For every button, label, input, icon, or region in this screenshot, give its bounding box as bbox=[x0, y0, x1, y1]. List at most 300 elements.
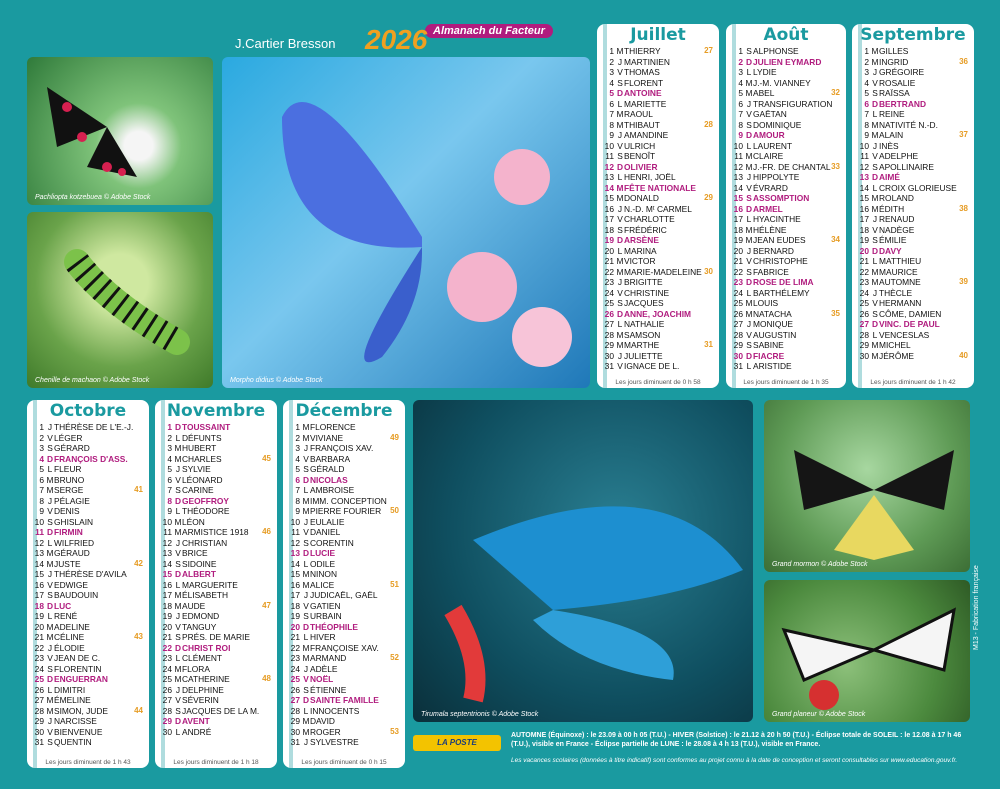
weekday-letter: L bbox=[175, 432, 181, 443]
weekday-letter: S bbox=[746, 46, 752, 56]
weekday-letter: M bbox=[616, 46, 624, 56]
weekday-letter: M bbox=[46, 485, 54, 495]
saint-name: BENOÎT bbox=[624, 151, 656, 161]
saint-name: BAUDOUIN bbox=[54, 590, 99, 600]
day-number: 8 bbox=[39, 495, 44, 506]
day-row bbox=[856, 109, 968, 120]
weekday-letter: M bbox=[302, 569, 310, 579]
weekday-letter: M bbox=[174, 674, 182, 684]
day-row bbox=[287, 632, 399, 643]
weekday-letter: M bbox=[745, 88, 753, 98]
day-number: 13 bbox=[162, 548, 172, 558]
day-row bbox=[730, 183, 840, 194]
day-row bbox=[159, 580, 271, 591]
weekday-letter: M bbox=[302, 716, 310, 726]
saint-name: BRIGITTE bbox=[624, 277, 663, 287]
saint-name: CARINE bbox=[182, 485, 214, 495]
saint-name: THÉRÈSE D'AVILA bbox=[54, 569, 127, 579]
saint-name: DOMINIQUE bbox=[753, 119, 802, 130]
day-number: 25 bbox=[859, 298, 869, 308]
day-row bbox=[601, 214, 713, 225]
saint-name: RAOUL bbox=[624, 109, 653, 119]
weekday-letter: J bbox=[47, 642, 53, 653]
weekday-letter: D bbox=[46, 527, 54, 537]
saint-name: JÉRÔME bbox=[879, 350, 914, 361]
day-row bbox=[287, 622, 399, 633]
day-number: 23 bbox=[604, 277, 614, 287]
day-row bbox=[730, 340, 840, 351]
day-row bbox=[856, 46, 968, 57]
saint-name: MATTHIEU bbox=[879, 256, 922, 266]
day-number: 15 bbox=[290, 569, 300, 579]
saint-name: PÉLAGIE bbox=[54, 495, 90, 506]
day-number: 13 bbox=[733, 172, 743, 182]
day-number: 27 bbox=[162, 695, 172, 705]
laposte-text: LA POSTE bbox=[437, 738, 477, 747]
weekday-letter: J bbox=[175, 464, 181, 474]
day-row bbox=[730, 99, 840, 110]
weekday-letter: M bbox=[174, 663, 182, 674]
day-row bbox=[159, 643, 271, 654]
saint-name: ARMAND bbox=[310, 653, 347, 663]
day-row bbox=[856, 78, 968, 89]
day-row bbox=[31, 475, 143, 486]
day-number: 10 bbox=[733, 140, 743, 151]
day-row bbox=[159, 422, 271, 433]
weekday-letter: D bbox=[174, 495, 182, 506]
day-row bbox=[287, 454, 399, 465]
saint-name: JULIEN EYMARD bbox=[753, 56, 822, 67]
saint-name: FRANÇOIS XAV. bbox=[310, 443, 374, 453]
day-row bbox=[31, 716, 143, 727]
weekday-letter: V bbox=[47, 432, 53, 443]
saint-name: NATIVITÉ N.-D. bbox=[879, 119, 938, 130]
saint-name: JACQUES DE LA M. bbox=[182, 705, 260, 716]
week-number: 33 bbox=[831, 161, 840, 171]
saint-name: DIMITRI bbox=[54, 684, 86, 695]
day-number: 1 bbox=[295, 422, 300, 432]
day-number: 20 bbox=[859, 245, 869, 256]
saint-name: GILLES bbox=[879, 46, 909, 56]
photo-morpho bbox=[222, 57, 590, 388]
day-number: 22 bbox=[290, 642, 300, 653]
weekday-letter: J bbox=[872, 67, 878, 77]
day-row bbox=[856, 120, 968, 131]
weekday-letter: D bbox=[616, 161, 624, 172]
saint-name: RAÏSSA bbox=[879, 88, 910, 98]
month-title: Juillet bbox=[630, 25, 686, 45]
day-number: 17 bbox=[162, 590, 172, 600]
day-number: 11 bbox=[605, 151, 614, 161]
day-number: 10 bbox=[604, 140, 614, 151]
weekday-letter: S bbox=[303, 611, 309, 621]
weekday-letter: M bbox=[46, 632, 54, 642]
day-row bbox=[31, 485, 143, 496]
weekday-letter: M bbox=[46, 705, 54, 716]
weekday-letter: M bbox=[871, 193, 879, 203]
day-row bbox=[31, 695, 143, 706]
day-number: 3 bbox=[295, 443, 300, 453]
day-list bbox=[27, 422, 149, 748]
saint-name: MARIETTE bbox=[624, 98, 667, 109]
day-row bbox=[31, 706, 143, 717]
saint-name: GÉRALD bbox=[310, 464, 345, 474]
weekday-letter: S bbox=[746, 119, 752, 130]
saint-name: INGRID bbox=[879, 56, 909, 67]
day-number: 19 bbox=[859, 235, 869, 245]
saint-name: BERNARD bbox=[753, 245, 794, 256]
weekday-letter: L bbox=[175, 506, 181, 516]
day-row bbox=[601, 277, 713, 288]
day-number: 29 bbox=[733, 340, 743, 350]
weekday-letter: V bbox=[746, 329, 752, 340]
saint-name: ROSE DE LIMA bbox=[753, 277, 814, 287]
day-row bbox=[159, 517, 271, 528]
saint-name: ODILE bbox=[310, 558, 336, 569]
day-row bbox=[730, 130, 840, 141]
day-number: 22 bbox=[604, 266, 614, 277]
butterfly-icon bbox=[764, 580, 970, 722]
saint-name: SYLVIE bbox=[182, 464, 211, 474]
weekday-letter: S bbox=[872, 161, 878, 172]
day-row bbox=[287, 727, 399, 738]
day-row bbox=[601, 267, 713, 278]
school-holiday-note: Les vacances scolaires (données à titre indicatif) sont conformes au projet connu à la date de conception et seront consultables sur www.education.gouv.fr. bbox=[511, 757, 958, 764]
day-number: 6 bbox=[295, 474, 300, 485]
day-row bbox=[856, 340, 968, 351]
day-row bbox=[730, 109, 840, 120]
day-number: 1 bbox=[864, 46, 869, 56]
week-number: 50 bbox=[390, 506, 399, 515]
saint-name: FLORENCE bbox=[310, 422, 356, 432]
weekday-letter: L bbox=[872, 256, 878, 266]
saint-name: FLEUR bbox=[54, 464, 82, 474]
day-row bbox=[287, 506, 399, 517]
weekday-letter: L bbox=[872, 329, 878, 340]
weekday-letter: L bbox=[872, 109, 878, 119]
weekday-letter: S bbox=[175, 558, 181, 569]
week-number: 51 bbox=[390, 579, 399, 589]
day-row bbox=[287, 737, 399, 748]
day-row bbox=[601, 361, 713, 372]
day-number: 10 bbox=[859, 140, 869, 151]
weekday-letter: L bbox=[746, 361, 752, 371]
saint-name: J.-FR. DE CHANTAL bbox=[753, 161, 831, 172]
day-number: 31 bbox=[290, 737, 300, 747]
day-number: 12 bbox=[34, 537, 44, 548]
weekday-letter: L bbox=[617, 98, 623, 109]
day-row bbox=[601, 88, 713, 99]
day-row bbox=[287, 580, 399, 591]
weekday-letter: S bbox=[175, 632, 181, 642]
day-number: 23 bbox=[859, 277, 869, 287]
weekday-letter: M bbox=[302, 422, 310, 432]
saint-name: CHRIST ROI bbox=[182, 642, 231, 653]
day-row bbox=[601, 330, 713, 341]
weekday-letter: L bbox=[175, 653, 181, 663]
saint-name: FLORA bbox=[182, 663, 210, 674]
day-number: 10 bbox=[162, 516, 172, 527]
saint-name: JUSTE bbox=[54, 558, 81, 569]
day-number: 20 bbox=[34, 621, 44, 632]
saint-name: BIENVENUE bbox=[54, 726, 103, 737]
day-number: 9 bbox=[738, 130, 743, 140]
day-row bbox=[159, 443, 271, 454]
day-number: 28 bbox=[859, 329, 869, 340]
saint-name: HYACINTHE bbox=[753, 214, 801, 224]
day-row bbox=[730, 120, 840, 131]
weekday-letter: D bbox=[871, 172, 879, 182]
photo-tirumala bbox=[413, 400, 753, 722]
day-row bbox=[856, 57, 968, 68]
week-number: 28 bbox=[704, 119, 713, 129]
saint-name: GÉRAUD bbox=[54, 548, 90, 558]
weekday-letter: L bbox=[47, 537, 53, 548]
weekday-letter: J bbox=[617, 203, 623, 214]
day-row bbox=[287, 611, 399, 622]
weekday-letter: J bbox=[746, 319, 752, 329]
weekday-letter: S bbox=[47, 737, 53, 747]
saint-name: FLORENTIN bbox=[54, 663, 102, 674]
day-number: 6 bbox=[738, 98, 743, 109]
day-row bbox=[856, 351, 968, 362]
week-number: 36 bbox=[959, 56, 968, 66]
day-row bbox=[730, 46, 840, 57]
day-row bbox=[287, 538, 399, 549]
day-row bbox=[31, 506, 143, 517]
day-row bbox=[601, 225, 713, 236]
photo-caption: Pachliopta kotzebuea © Adobe Stock bbox=[35, 194, 151, 201]
weekday-letter: V bbox=[746, 256, 752, 266]
saint-name: ARMISTICE 1918 bbox=[182, 527, 249, 537]
day-row bbox=[730, 256, 840, 267]
weekday-letter: M bbox=[174, 527, 182, 537]
day-row bbox=[730, 277, 840, 288]
saint-name: ADÈLE bbox=[310, 663, 338, 674]
weekday-letter: D bbox=[46, 453, 54, 464]
day-row bbox=[31, 580, 143, 591]
saint-name: ÉLISABETH bbox=[182, 590, 229, 600]
weekday-letter: D bbox=[745, 56, 753, 67]
day-length-note: Les jours diminuent de 1 h 35 bbox=[743, 379, 829, 386]
day-number: 24 bbox=[604, 287, 614, 298]
day-number: 21 bbox=[859, 256, 869, 266]
day-length-note: Les jours diminuent de 1 h 43 bbox=[45, 759, 131, 766]
day-number: 16 bbox=[162, 579, 172, 590]
saint-name: ARISTIDE bbox=[753, 361, 792, 371]
saint-name: THÉODORE bbox=[182, 506, 230, 516]
saint-name: MARTHE bbox=[624, 340, 660, 350]
weekday-letter: D bbox=[745, 130, 753, 140]
day-number: 1 bbox=[39, 422, 44, 432]
butterfly-icon bbox=[27, 57, 213, 205]
saint-name: THÈCLE bbox=[879, 287, 913, 298]
day-number: 26 bbox=[290, 684, 300, 695]
day-number: 3 bbox=[609, 67, 614, 77]
saint-name: HERMANN bbox=[879, 298, 922, 308]
weekday-letter: J bbox=[617, 277, 623, 287]
month-decembre bbox=[283, 400, 405, 768]
butterfly-icon bbox=[413, 400, 753, 722]
day-row bbox=[601, 235, 713, 246]
weekday-letter: J bbox=[746, 98, 752, 109]
day-number: 24 bbox=[733, 287, 743, 298]
saint-name: EDWIGE bbox=[54, 579, 88, 590]
weekday-letter: V bbox=[617, 361, 623, 371]
week-number: 48 bbox=[262, 674, 271, 683]
saint-name: BARBARA bbox=[310, 453, 351, 464]
weekday-letter: J bbox=[746, 245, 752, 256]
day-row bbox=[31, 685, 143, 696]
weekday-letter: V bbox=[617, 214, 623, 224]
saint-name: ULRICH bbox=[624, 140, 656, 151]
saint-name: CORENTIN bbox=[310, 537, 354, 548]
day-number: 20 bbox=[290, 621, 300, 632]
day-row bbox=[31, 653, 143, 664]
weekday-letter: M bbox=[302, 506, 310, 516]
week-number: 31 bbox=[704, 340, 713, 349]
brand-name: J.Cartier Bresson bbox=[235, 36, 336, 51]
day-row bbox=[601, 246, 713, 257]
saint-name: AIMÉ bbox=[879, 172, 900, 182]
day-list bbox=[155, 422, 277, 737]
month-aout bbox=[726, 24, 846, 388]
day-number: 17 bbox=[34, 590, 44, 600]
saint-name: LUCIE bbox=[310, 548, 336, 558]
day-row bbox=[287, 643, 399, 654]
day-row bbox=[601, 67, 713, 78]
saint-name: NATHALIE bbox=[624, 319, 665, 329]
day-row bbox=[856, 298, 968, 309]
day-number: 17 bbox=[290, 590, 300, 600]
day-row bbox=[159, 485, 271, 496]
weekday-letter: M bbox=[302, 726, 310, 737]
day-row bbox=[856, 88, 968, 99]
day-number: 13 bbox=[859, 172, 869, 182]
weekday-letter: M bbox=[302, 432, 310, 443]
day-row bbox=[287, 716, 399, 727]
day-row bbox=[730, 88, 840, 99]
day-number: 27 bbox=[604, 319, 614, 329]
day-list bbox=[852, 46, 974, 361]
day-row bbox=[730, 57, 840, 68]
day-row bbox=[730, 235, 840, 246]
weekday-letter: M bbox=[871, 266, 879, 277]
saint-name: MARINA bbox=[624, 245, 657, 256]
saint-name: NICOLAS bbox=[310, 474, 348, 485]
saint-name: ANDRÉ bbox=[182, 726, 212, 737]
day-row bbox=[730, 319, 840, 330]
day-row bbox=[601, 130, 713, 141]
saint-name: HIPPOLYTE bbox=[753, 172, 800, 182]
day-row bbox=[856, 130, 968, 141]
day-number: 16 bbox=[34, 579, 44, 590]
saint-name: AUTOMNE bbox=[879, 277, 921, 287]
day-number: 23 bbox=[162, 653, 172, 663]
saint-name: CÔME, DAMIEN bbox=[879, 308, 942, 319]
day-number: 29 bbox=[859, 340, 869, 350]
day-row bbox=[856, 193, 968, 204]
weekday-letter: J bbox=[175, 684, 181, 695]
saint-name: ANNE, JOACHIM bbox=[624, 308, 692, 319]
saint-name: CLAIRE bbox=[753, 151, 784, 161]
weekday-letter: J bbox=[617, 130, 623, 140]
saint-name: MARTINIEN bbox=[624, 56, 670, 67]
saint-name: NARCISSE bbox=[54, 716, 97, 726]
day-number: 31 bbox=[733, 361, 743, 371]
day-number: 18 bbox=[162, 600, 172, 611]
day-row bbox=[730, 246, 840, 257]
day-number: 16 bbox=[733, 203, 743, 214]
saint-name: MONIQUE bbox=[753, 319, 794, 329]
day-row bbox=[856, 162, 968, 173]
day-number: 11 bbox=[734, 151, 743, 161]
saint-name: FRANÇOISE XAV. bbox=[310, 642, 379, 653]
weekday-letter: M bbox=[616, 329, 624, 340]
saint-name: DAVY bbox=[879, 245, 902, 256]
day-row bbox=[287, 559, 399, 570]
weekday-letter: J bbox=[617, 350, 623, 361]
day-number: 4 bbox=[167, 453, 172, 464]
day-number: 25 bbox=[162, 674, 172, 684]
weekday-letter: M bbox=[616, 193, 624, 203]
day-number: 3 bbox=[864, 67, 869, 77]
saint-name: AUGUSTIN bbox=[753, 329, 797, 340]
saint-name: URBAIN bbox=[310, 611, 342, 621]
day-number: 15 bbox=[162, 569, 172, 579]
day-number: 5 bbox=[738, 88, 743, 98]
saint-name: AMBROISE bbox=[310, 485, 355, 495]
almanach-title: Almanach du Facteur bbox=[425, 24, 553, 38]
day-length-note: Les jours diminuent de 1 h 18 bbox=[173, 759, 259, 766]
day-number: 18 bbox=[34, 600, 44, 611]
saint-name: JEAN EUDES bbox=[753, 235, 806, 245]
weekday-letter: S bbox=[872, 88, 878, 98]
saint-name: AVENT bbox=[182, 716, 210, 726]
saint-name: SABINE bbox=[753, 340, 784, 350]
saint-name: BARTHÉLEMY bbox=[753, 287, 810, 298]
weekday-letter: M bbox=[616, 119, 624, 130]
saint-name: GÉRARD bbox=[54, 443, 90, 453]
day-number: 14 bbox=[290, 558, 300, 569]
day-number: 14 bbox=[733, 182, 743, 193]
weekday-letter: M bbox=[174, 516, 182, 527]
saint-name: ÉVRARD bbox=[753, 182, 788, 193]
photo-caption: Morpho didius © Adobe Stock bbox=[230, 377, 323, 384]
week-number: 37 bbox=[959, 130, 968, 139]
astronomy-info: AUTOMNE (Équinoxe) : le 23.09 à 00 h 05 (T.U.) - HIVER (Solstice) : le 21.12 à 20 h 50 (T.U.) - Éclipse totale de SOLEIL : le 12.08 à 17 h 46 (T.U.), visible en France - Éclipse partielle de LUNE : le 28.08 à 4 h 13 (T.U.), visible en France. bbox=[511, 732, 962, 748]
weekday-letter: L bbox=[746, 67, 752, 77]
day-number: 25 bbox=[604, 298, 614, 308]
day-number: 20 bbox=[733, 245, 743, 256]
day-row bbox=[31, 496, 143, 507]
day-number: 4 bbox=[39, 453, 44, 464]
day-row bbox=[601, 319, 713, 330]
weekday-letter: J bbox=[303, 737, 309, 747]
saint-name: OLIVIER bbox=[624, 161, 658, 172]
saint-name: VIVIANE bbox=[310, 432, 344, 443]
day-row bbox=[730, 67, 840, 78]
day-row bbox=[31, 664, 143, 675]
day-number: 14 bbox=[604, 182, 614, 193]
day-row bbox=[159, 664, 271, 675]
month-title: Septembre bbox=[860, 25, 966, 45]
day-number: 5 bbox=[167, 464, 172, 474]
saint-name: THÉRÈSE DE L'E.-J. bbox=[54, 422, 134, 432]
day-row bbox=[31, 538, 143, 549]
day-row bbox=[856, 267, 968, 278]
saint-name: DENIS bbox=[54, 506, 80, 516]
